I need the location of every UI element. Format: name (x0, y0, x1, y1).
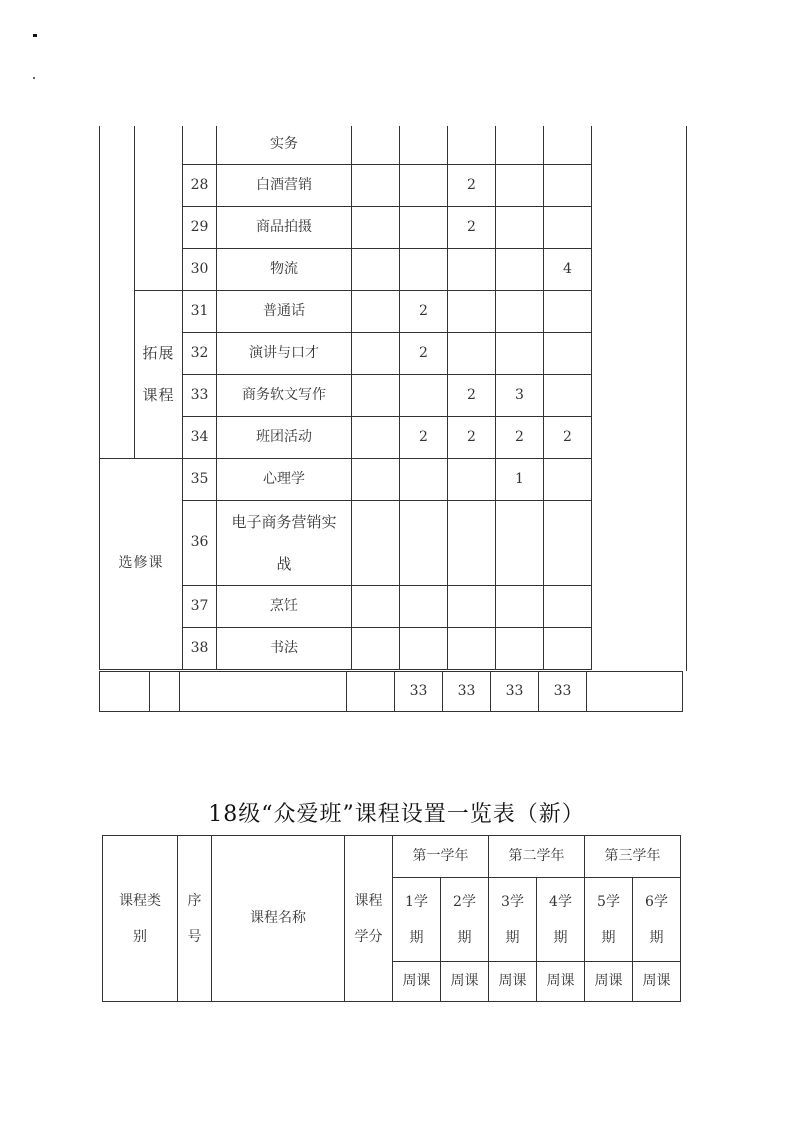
total-term4: 33 (539, 672, 587, 712)
header-course-credit-line2: 学分 (354, 928, 383, 945)
term-label-top: 1学 (405, 893, 428, 910)
course-name: 物流 (217, 248, 352, 290)
course-number: 36 (183, 500, 217, 585)
week-hours-term3 (496, 290, 544, 332)
category-blank-cell (135, 248, 183, 290)
header-serial-number-line1: 序 (187, 892, 202, 909)
week-hours-term2 (448, 500, 496, 585)
totals-blank-cell (100, 672, 150, 712)
blank-cell (592, 290, 688, 332)
header-term-1 (393, 878, 441, 962)
credit-cell (352, 585, 400, 627)
week-hours-term3 (496, 500, 544, 585)
header-serial-number (178, 836, 212, 1002)
category-blank-cell (135, 206, 183, 248)
table-row (100, 585, 688, 627)
credit-cell (352, 164, 400, 206)
blank-cell (592, 585, 688, 627)
week-hours-term1 (400, 206, 448, 248)
header-year-2: 第二学年 (489, 836, 585, 878)
course-number: 34 (183, 416, 217, 458)
category-blank-cell (100, 332, 135, 374)
header-term-6 (633, 878, 681, 962)
course-number: 29 (183, 206, 217, 248)
credit-cell (352, 332, 400, 374)
credit-cell (352, 290, 400, 332)
blank-cell (592, 458, 688, 500)
week-hours-term2 (448, 458, 496, 500)
course-name: 白酒营销 (217, 164, 352, 206)
header-course-category-line2: 别 (133, 928, 147, 945)
header-course-category-line1: 课程类 (119, 892, 161, 909)
blank-cell (592, 627, 688, 669)
week-hours-term4: 4 (544, 248, 592, 290)
blank-cell (592, 416, 688, 458)
totals-blank-cell (180, 672, 347, 712)
term-label-bottom: 期 (601, 929, 616, 946)
category-extension-line2: 课程 (142, 386, 175, 404)
course-name: 演讲与口才 (217, 332, 352, 374)
week-hours-term1 (400, 164, 448, 206)
category-blank-cell (100, 374, 135, 416)
week-hours-term4 (544, 458, 592, 500)
week-hours-term4 (544, 500, 592, 585)
course-name: 商务软文写作 (217, 374, 352, 416)
week-hours-term2 (448, 248, 496, 290)
week-hours-term2: 2 (448, 374, 496, 416)
week-hours-term4 (544, 627, 592, 669)
totals-blank-cell (347, 672, 395, 712)
header-course-credit-line1: 课程 (354, 892, 383, 909)
blank-cell (592, 248, 688, 290)
week-hours-term2 (448, 126, 496, 164)
week-hours-term1 (400, 248, 448, 290)
term-label-top: 5学 (597, 893, 620, 910)
term-label-top: 6学 (645, 893, 668, 910)
credit-cell (352, 126, 400, 164)
course-name (217, 500, 352, 585)
category-extension-line1: 拓展 (142, 344, 175, 362)
course-number: 28 (183, 164, 217, 206)
category-blank-cell (100, 248, 135, 290)
term-label-top: 3学 (501, 893, 524, 910)
week-hours-term4 (544, 206, 592, 248)
category-blank-cell (100, 126, 135, 164)
course-number: 38 (183, 627, 217, 669)
category-blank-cell (135, 164, 183, 206)
category-blank-cell (100, 164, 135, 206)
term-label-bottom: 期 (409, 929, 424, 946)
course-number: 30 (183, 248, 217, 290)
week-hours-term2: 2 (448, 164, 496, 206)
week-hours-term1: 2 (400, 290, 448, 332)
total-term2: 33 (443, 672, 491, 712)
week-hours-term2 (448, 332, 496, 374)
header-weekly-hours: 周课 (585, 962, 633, 1002)
category-blank-cell (135, 126, 183, 164)
course-name: 普通话 (217, 290, 352, 332)
totals-blank-cell (150, 672, 180, 712)
course-name: 烹饪 (217, 585, 352, 627)
header-term-5 (585, 878, 633, 962)
credit-cell (352, 416, 400, 458)
blank-cell (592, 126, 688, 164)
category-blank-cell (100, 206, 135, 248)
course-name-line1: 电子商务营销实 (231, 512, 337, 531)
course-number: 32 (183, 332, 217, 374)
week-hours-term3: 2 (496, 416, 544, 458)
course-name: 书法 (217, 627, 352, 669)
header-course-name: 课程名称 (212, 836, 345, 1002)
category-extension (135, 290, 183, 458)
blank-cell (592, 374, 688, 416)
category-blank-cell (100, 416, 135, 458)
week-hours-term3 (496, 126, 544, 164)
header-term-4 (537, 878, 585, 962)
header-year-3: 第三学年 (585, 836, 681, 878)
table-row (100, 248, 688, 290)
header-term-2 (441, 878, 489, 962)
week-hours-term2: 2 (448, 206, 496, 248)
table-row (100, 164, 688, 206)
total-term3: 33 (491, 672, 539, 712)
week-hours-term3 (496, 248, 544, 290)
week-hours-term2: 2 (448, 416, 496, 458)
credit-cell (352, 248, 400, 290)
header-weekly-hours: 周课 (537, 962, 585, 1002)
credit-cell (352, 374, 400, 416)
week-hours-term2 (448, 290, 496, 332)
blank-cell (592, 332, 688, 374)
course-name: 商品拍摄 (217, 206, 352, 248)
table-row (100, 374, 688, 416)
week-hours-term3 (496, 627, 544, 669)
term-label-top: 4学 (549, 893, 572, 910)
credit-cell (352, 627, 400, 669)
header-serial-number-line2: 号 (187, 928, 202, 945)
category-elective: 选修课 (100, 458, 183, 669)
credit-cell (352, 458, 400, 500)
term-label-top: 2学 (453, 893, 476, 910)
week-hours-term4 (544, 126, 592, 164)
week-hours-term1 (400, 627, 448, 669)
header-weekly-hours: 周课 (489, 962, 537, 1002)
table-row (100, 458, 688, 500)
course-name: 班团活动 (217, 416, 352, 458)
table-row (100, 126, 688, 164)
scan-speck (33, 77, 35, 79)
course-name: 实务 (217, 126, 352, 164)
blank-cell (592, 500, 688, 585)
totals-row (100, 672, 683, 712)
week-hours-term1: 2 (400, 332, 448, 374)
week-hours-term1 (400, 500, 448, 585)
course-overview-header-table (102, 835, 681, 1002)
totals-row-table (99, 671, 683, 712)
week-hours-term3 (496, 585, 544, 627)
week-hours-term4 (544, 290, 592, 332)
table-row (100, 206, 688, 248)
blank-cell (592, 164, 688, 206)
header-year-1: 第一学年 (393, 836, 489, 878)
week-hours-term4: 2 (544, 416, 592, 458)
credit-cell (352, 206, 400, 248)
table-row (100, 500, 688, 585)
header-weekly-hours: 周课 (441, 962, 489, 1002)
term-label-bottom: 期 (457, 929, 472, 946)
term-label-bottom: 期 (505, 929, 520, 946)
blank-cell (592, 206, 688, 248)
scan-speck (33, 34, 37, 37)
week-hours-term3 (496, 164, 544, 206)
table-row (100, 416, 688, 458)
week-hours-term2 (448, 585, 496, 627)
page-title: 18级“众爱班”课程设置一览表（新） (208, 802, 585, 827)
week-hours-term2 (448, 627, 496, 669)
totals-blank-cell (587, 672, 683, 712)
header-weekly-hours: 周课 (393, 962, 441, 1002)
course-name: 心理学 (217, 458, 352, 500)
header-term-3 (489, 878, 537, 962)
course-name-line2: 战 (276, 554, 292, 573)
category-blank-cell (100, 290, 135, 332)
week-hours-term1 (400, 585, 448, 627)
total-term1: 33 (395, 672, 443, 712)
week-hours-term4 (544, 164, 592, 206)
week-hours-term3: 3 (496, 374, 544, 416)
table-row (100, 627, 688, 669)
header-course-credit (345, 836, 393, 1002)
course-number: 31 (183, 290, 217, 332)
week-hours-term1: 2 (400, 416, 448, 458)
upper-course-table (99, 126, 688, 670)
week-hours-term3 (496, 332, 544, 374)
credit-cell (352, 500, 400, 585)
week-hours-term4 (544, 374, 592, 416)
term-label-bottom: 期 (553, 929, 568, 946)
week-hours-term1 (400, 374, 448, 416)
week-hours-term1 (400, 458, 448, 500)
term-label-bottom: 期 (649, 929, 664, 946)
course-number (183, 126, 217, 164)
header-course-category (103, 836, 178, 1002)
course-number: 35 (183, 458, 217, 500)
header-weekly-hours: 周课 (633, 962, 681, 1002)
week-hours-term1 (400, 126, 448, 164)
week-hours-term4 (544, 332, 592, 374)
course-number: 37 (183, 585, 217, 627)
table-row (100, 290, 688, 332)
week-hours-term4 (544, 585, 592, 627)
week-hours-term3: 1 (496, 458, 544, 500)
table-row (100, 332, 688, 374)
header-row-years (103, 836, 681, 878)
course-number: 33 (183, 374, 217, 416)
week-hours-term3 (496, 206, 544, 248)
